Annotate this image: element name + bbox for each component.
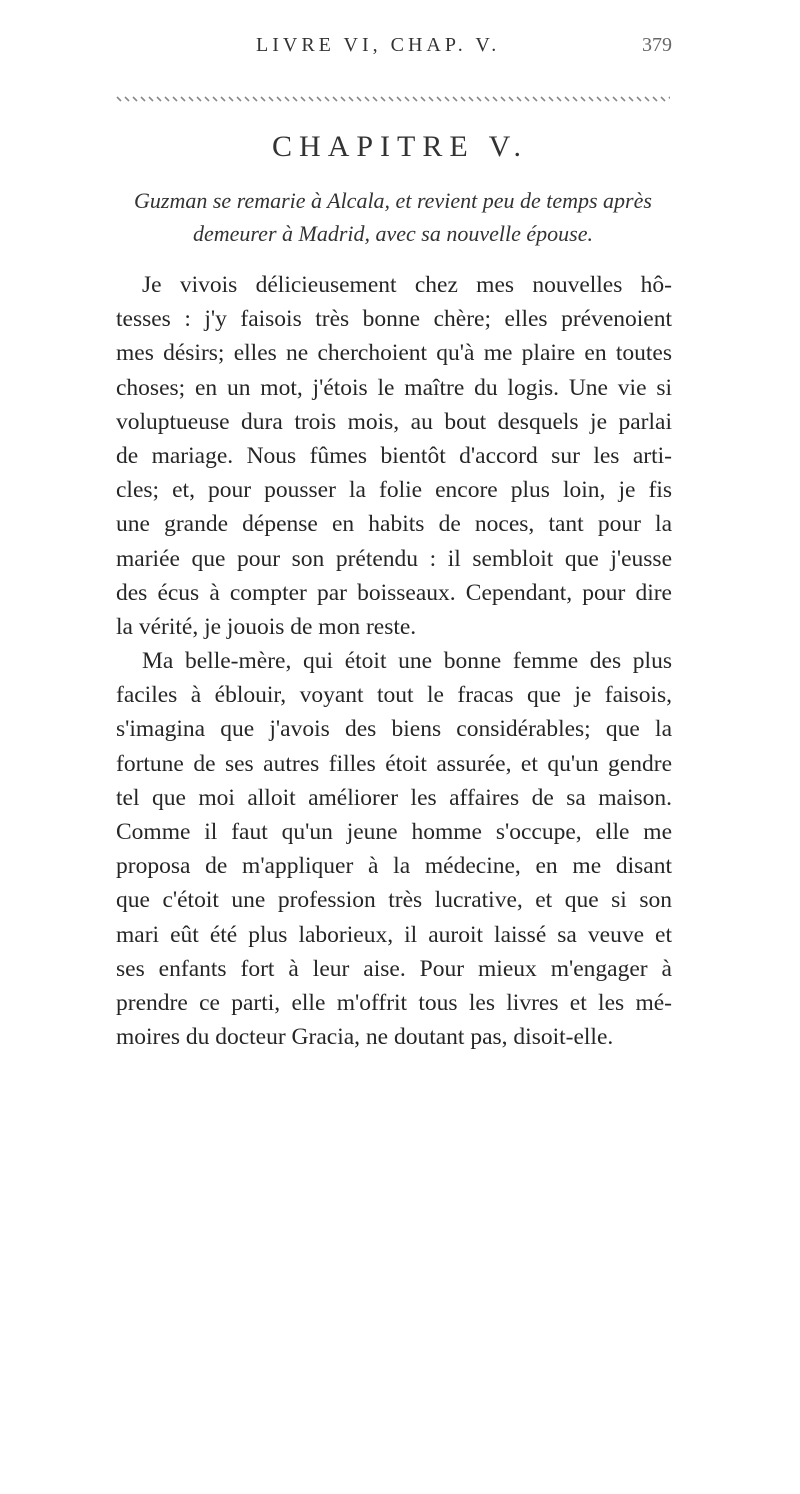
text-line: mari eût été plus laborieux, il auroit laissé sa veuve et	[116, 921, 672, 948]
text-line: Comme il faut qu'un jeune homme s'occupe, elle me	[116, 819, 672, 845]
text-line: tesses : j'y faisois très bonne chère; elles prévenoient	[116, 306, 672, 333]
body-text	[116, 268, 672, 1054]
text-line: cles; et, pour pousser la folie encore plus loin, je fis	[116, 477, 672, 504]
text-line: mariée que pour son prétendu : il sembloit que j'eusse	[116, 545, 672, 572]
text-line: la vérité, je jouois de mon reste.	[116, 613, 417, 640]
running-head	[0, 34, 800, 64]
text-line: s'imagina que j'avois des biens considérables; que la	[116, 716, 672, 743]
paragraph-1	[116, 268, 672, 644]
text-line: mes désirs; elles ne cherchoient qu'à me plaire en toutes	[116, 340, 672, 367]
text-line: faciles à éblouir, voyant tout le fracas que je faisois,	[116, 682, 672, 709]
summary-line: demeurer à Madrid, avec sa nouvelle épouse.	[193, 221, 593, 246]
text-line: voluptueuse dura trois mois, au bout desquels je parlai	[116, 408, 672, 435]
text-line: que c'étoit une profession très lucrative, et que si son	[116, 887, 672, 914]
text-line: fortune de ses autres filles étoit assurée, et qu'un gendre	[116, 750, 672, 777]
paragraph-2	[116, 644, 672, 1054]
text-line: choses; en un mot, j'étois le maître du logis. Une vie si	[116, 374, 672, 401]
summary-line: Guzman se remarie à Alcala, et revient peu de temps après	[134, 188, 652, 213]
text-line: une grande dépense en habits de noces, tant pour la	[116, 511, 672, 538]
text-line: ses enfants fort à leur aise. Pour mieux m'engager à	[116, 955, 672, 982]
page-number: 379	[642, 34, 672, 56]
chapter-title: CHAPITRE V.	[272, 130, 528, 163]
chapter-summary	[116, 184, 670, 250]
text-line: de mariage. Nous fûmes bientôt d'accord sur les arti-	[116, 442, 672, 469]
text-line: Ma belle-mère, qui étoit une bonne femme des plus	[142, 648, 672, 675]
ornament-rule	[116, 96, 670, 102]
running-title: LIVRE VI, CHAP. V.	[256, 34, 501, 56]
text-line: proposa de m'appliquer à la médecine, en me disant	[116, 853, 672, 880]
text-line: prendre ce parti, elle m'offrit tous les livres et les mé-	[116, 989, 672, 1016]
text-line: tel que moi alloit améliorer les affaires de sa maison.	[116, 784, 672, 811]
text-line: des écus à compter par boisseaux. Cependant, pour dire	[116, 579, 672, 606]
text-line: Je vivois délicieusement chez mes nouvelles hô-	[142, 272, 672, 298]
text-line: moires du docteur Gracia, ne doutant pas, disoit-elle.	[116, 1024, 614, 1051]
